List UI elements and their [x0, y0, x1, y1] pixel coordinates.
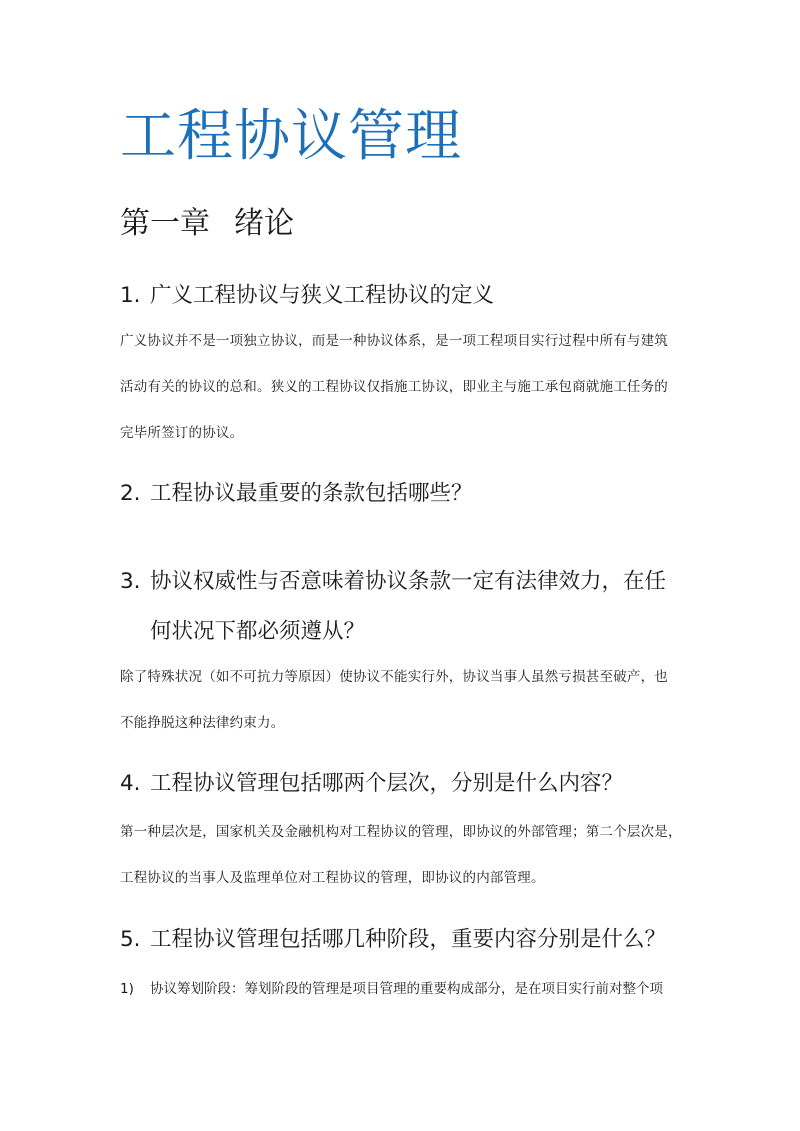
- paragraph-line: 完毕所签订的协议。: [120, 425, 244, 441]
- chapter-heading: [120, 202, 294, 246]
- section-number: 1.: [120, 283, 141, 308]
- section-title-line-1: 协议权威性与否意味着协议条款一定有法律效力，在任: [150, 569, 667, 594]
- section-title: 工程协议管理包括哪几种阶段，重要内容分别是什么？: [150, 927, 667, 952]
- section-title: 工程协议管理包括哪两个层次，分别是什么内容？: [150, 771, 624, 796]
- paragraph-line: 广义协议并不是一项独立协议，而是一种协议体系，是一项工程项目实行过程中所有与建筑: [120, 333, 668, 349]
- section-1-paragraph: [120, 318, 685, 456]
- paragraph-line: 第一种层次是，国家机关及金融机构对工程协议的管理，即协议的外部管理；第二个层次是，: [120, 824, 682, 840]
- list-item-text: 协议筹划阶段：筹划阶段的管理是项目管理的重要构成部分，是在项目实行前对整个项: [150, 981, 663, 997]
- section-4-heading: [120, 770, 623, 798]
- list-item: [120, 974, 663, 1004]
- section-2-heading: [120, 480, 473, 508]
- section-5-heading: [120, 926, 666, 954]
- section-title-line-2: 何状况下都必须遵从？: [150, 619, 366, 644]
- section-number: 3.: [120, 569, 141, 594]
- paragraph-line: 活动有关的协议的总和。狭义的工程协议仅指施工协议，即业主与施工承包商就施工任务的: [120, 379, 668, 395]
- section-number: 2.: [120, 481, 141, 506]
- section-title: 工程协议最重要的条款包括哪些？: [150, 481, 473, 506]
- chapter-name: 绪论: [234, 206, 294, 241]
- list-marker: 1): [120, 981, 134, 997]
- paragraph-line: 工程协议的当事人及监理单位对工程协议的管理，即协议的内部管理。: [120, 870, 545, 886]
- section-3-paragraph: [120, 654, 685, 746]
- section-4-paragraph: [120, 809, 685, 901]
- section-1-heading: [120, 282, 494, 310]
- section-title: 广义工程协议与狭义工程协议的定义: [150, 283, 495, 308]
- document-title: 工程协议管理: [120, 104, 462, 169]
- chapter-label: 第一章: [120, 206, 210, 241]
- section-3-heading: [120, 557, 680, 657]
- paragraph-line: 除了特殊状况（如不可抗力等原因）使协议不能实行外，协议当事人虽然亏损甚至破产，也: [120, 669, 668, 685]
- section-number: 5.: [120, 927, 141, 952]
- section-number: 4.: [120, 771, 141, 796]
- paragraph-line: 不能挣脱这种法律约束力。: [120, 715, 285, 731]
